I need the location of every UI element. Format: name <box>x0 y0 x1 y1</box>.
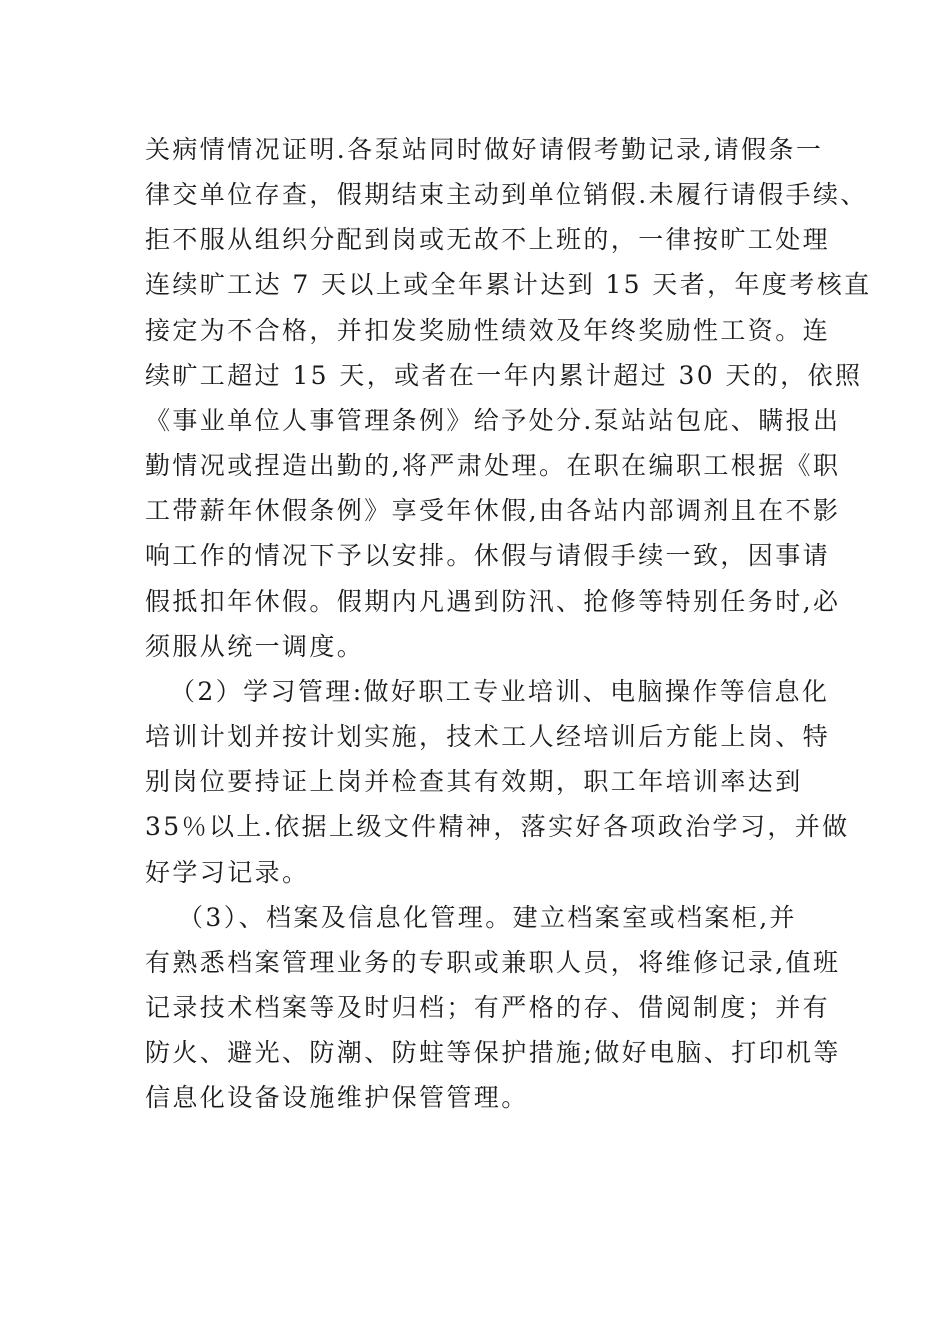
text-line: 续旷工超过 15 天，或者在一年内累计超过 30 天的，依照 <box>145 361 863 390</box>
text-line: 好学习记录。 <box>145 858 310 887</box>
text-line: 律交单位存查，假期结束主动到单位销假.未履行请假手续、 <box>145 180 868 209</box>
text-line: 勤情况或捏造出勤的,将严肃处理。在职在编职工根据《职 <box>145 451 841 480</box>
text-line: 培训计划并按计划实施，技术工人经培训后方能上岗、特 <box>145 722 831 751</box>
text-line: 连续旷工达 7 天以上或全年累计达到 15 天者，年度考核直 <box>145 270 872 299</box>
paragraph-2-first-line: （2）学习管理:做好职工专业培训、电脑操作等信息化 <box>170 677 830 706</box>
text-line: 信息化设备设施维护保管管理。 <box>145 1083 529 1112</box>
text-line: 须服从统一调度。 <box>145 632 365 661</box>
text-line: 工带薪年休假条例》享受年休假,由各站内部调剂且在不影 <box>145 496 841 525</box>
text-line: 别岗位要持证上岗并检查其有效期，职工年培训率达到 <box>145 767 803 796</box>
paragraph-3-first-line: （3）、档案及信息化管理。建立档案室或档案柜,并 <box>178 903 797 932</box>
text-line: 有熟悉档案管理业务的专职或兼职人员，将维修记录,值班 <box>145 948 841 977</box>
text-line: 响工作的情况下予以安排。休假与请假手续一致，因事请 <box>145 541 831 570</box>
text-line: 关病情情况证明.各泵站同时做好请假考勤记录,请假条一 <box>145 135 824 164</box>
text-line: 《事业单位人事管理条例》给予处分.泵站站包庇、瞒报出 <box>145 406 841 435</box>
text-line: 拒不服从组织分配到岗或无故不上班的，一律按旷工处理 <box>145 225 831 254</box>
text-line: 假抵扣年休假。假期内凡遇到防汛、抢修等特别任务时,必 <box>145 587 841 616</box>
text-line: 记录技术档案等及时归档；有严格的存、借阅制度；并有 <box>145 993 831 1022</box>
text-line: 防火、避光、防潮、防蛀等保护措施;做好电脑、打印机等 <box>145 1038 841 1067</box>
text-line: 35％以上.依据上级文件精神，落实好各项政治学习，并做 <box>145 812 850 841</box>
text-line: 接定为不合格，并扣发奖励性绩效及年终奖励性工资。连 <box>145 316 831 345</box>
